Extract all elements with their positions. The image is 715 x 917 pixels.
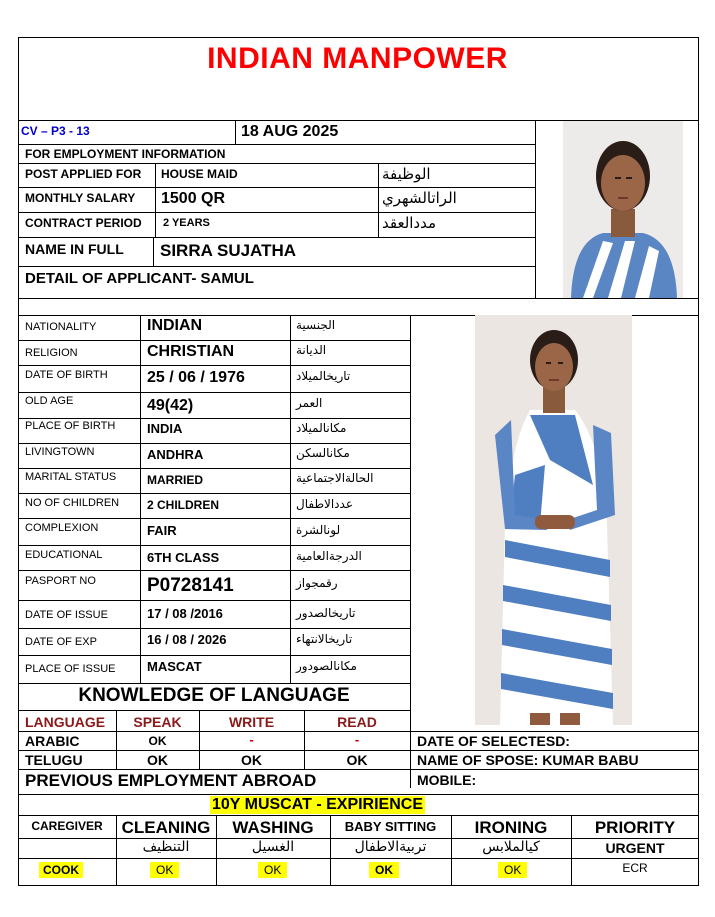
arabic-read: - <box>354 732 360 747</box>
salary-value: 1500 QR <box>161 190 226 207</box>
children-arabic: عددالاطفال <box>296 497 353 511</box>
dob-arabic: تاريخالميلاد <box>296 369 351 383</box>
nationality-arabic: الجنسية <box>296 318 336 332</box>
spouse-name: NAME OF SPOSE: KUMAR BABU <box>417 752 639 768</box>
employment-section-title: FOR EMPLOYMENT INFORMATION <box>25 147 226 161</box>
education-label: EDUCATIONAL <box>25 549 103 561</box>
place-of-issue-label: PLACE OF ISSUE <box>25 663 116 675</box>
name-label: NAME IN FULL <box>25 241 124 257</box>
caregiver-header: CAREGIVER <box>31 819 103 833</box>
experience-text: 10Y MUSCAT - EXPIRIENCE <box>212 796 424 813</box>
issue-date-value: 17 / 08 /2016 <box>147 606 223 621</box>
language-header: LANGUAGE <box>25 714 106 730</box>
washing-arabic: الغسيل <box>251 839 295 855</box>
marital-status-value: MARRIED <box>147 473 203 487</box>
telugu-speak: OK <box>147 752 168 768</box>
exp-date-label: DATE OF EXP <box>25 636 97 648</box>
post-label: POST APPLIED FOR <box>25 167 142 181</box>
marital-status-label: MARITAL STATUS <box>25 471 117 483</box>
place-of-issue-value: MASCAT <box>147 659 202 674</box>
applicant-headshot <box>563 121 683 298</box>
mobile: MOBILE: <box>417 772 477 788</box>
dob-value: 25 / 06 / 1976 <box>147 369 245 386</box>
complexion-label: COMPLEXION <box>25 522 99 534</box>
cv-date: 18 AUG 2025 <box>241 123 339 140</box>
cv-reference: CV – P3 - 13 <box>21 124 90 138</box>
ecr-value: ECR <box>622 861 648 875</box>
post-arabic: الوظيفة <box>382 165 431 183</box>
issue-date-label: DATE OF ISSUE <box>25 609 108 621</box>
ironing-arabic: كيالملابس <box>482 839 540 855</box>
telugu-write: OK <box>241 752 262 768</box>
children-value: 2 CHILDREN <box>147 498 220 512</box>
salary-arabic: الراتالشهري <box>382 189 457 207</box>
religion-value: CHRISTIAN <box>147 343 235 360</box>
contract-value: 2 YEARS <box>163 217 210 229</box>
nationality-value: INDIAN <box>147 317 203 334</box>
children-label: NO OF CHILDREN <box>25 497 120 509</box>
contract-label: CONTRACT PERIOD <box>25 216 142 230</box>
page-title: INDIAN MANPOWER <box>207 42 508 75</box>
baby-sitting-header: BABY SITTING <box>344 819 437 834</box>
education-arabic: الدرجةالعامية <box>296 549 362 563</box>
speak-header: SPEAK <box>133 714 182 730</box>
dob-label: DATE OF BIRTH <box>25 369 108 381</box>
passport-label: PASPORT NO <box>25 575 96 587</box>
language-section-title: KNOWLEDGE OF LANGUAGE <box>78 685 350 706</box>
issue-date-arabic: تاريخالصدور <box>296 606 356 620</box>
previous-employment-title: PREVIOUS EMPLOYMENT ABROAD <box>25 771 317 790</box>
age-label: OLD AGE <box>25 395 74 407</box>
name-value: SIRRA SUJATHA <box>160 241 297 260</box>
telugu-read: OK <box>346 752 368 768</box>
livingtown-label: LIVINGTOWN <box>25 446 95 458</box>
place-of-issue-arabic: مكانالصودور <box>296 659 357 673</box>
nationality-label: NATIONALITY <box>25 321 97 333</box>
priority-value: URGENT <box>605 840 665 856</box>
applicant-detail: DETAIL OF APPLICANT- SAMUL <box>25 270 254 287</box>
cleaning-value: OK <box>150 862 179 878</box>
applicant-full-photo <box>475 315 632 725</box>
marital-status-arabic: الحالةالاجتماعية <box>296 471 374 485</box>
age-value: 49(42) <box>147 397 194 414</box>
read-header: READ <box>337 714 377 730</box>
washing-header: WASHING <box>232 818 314 837</box>
write-header: WRITE <box>228 714 275 730</box>
passport-arabic: رقمجواز <box>296 576 338 590</box>
passport-value: P0728141 <box>147 575 234 596</box>
telugu-lang: TELUGU <box>25 752 83 768</box>
livingtown-value: ANDHRA <box>147 447 204 462</box>
date-selected: DATE OF SELECTESD: <box>417 733 570 749</box>
baby-sitting-value: OK <box>369 862 399 878</box>
priority-header: PRIORITY <box>594 818 676 837</box>
baby-sitting-arabic: تربيةالاطفال <box>354 839 427 855</box>
contract-arabic: مددالعقد <box>382 214 437 232</box>
washing-value: OK <box>258 862 287 878</box>
religion-arabic: الديانة <box>296 343 327 357</box>
arabic-write: - <box>249 732 254 747</box>
education-value: 6TH CLASS <box>147 550 220 565</box>
place-of-birth-value: INDIA <box>147 421 183 436</box>
cleaning-arabic: التنظيف <box>142 839 190 855</box>
age-arabic: العمر <box>296 396 323 410</box>
place-of-birth-label: PLACE OF BIRTH <box>25 420 116 432</box>
exp-date-arabic: تاريخالانتهاء <box>296 632 353 646</box>
salary-label: MONTHLY SALARY <box>25 191 136 205</box>
cleaning-header: CLEANING <box>121 818 211 837</box>
arabic-speak: OK <box>148 734 167 748</box>
religion-label: RELIGION <box>25 347 78 359</box>
ironing-header: IRONING <box>474 818 548 837</box>
arabic-lang: ARABIC <box>25 733 80 749</box>
complexion-arabic: لونالشرة <box>296 523 341 537</box>
caregiver-value: COOK <box>39 862 83 878</box>
place-of-birth-arabic: مكانالميلاد <box>296 421 347 435</box>
livingtown-arabic: مكانالسكن <box>296 446 350 460</box>
exp-date-value: 16 / 08 / 2026 <box>147 632 227 647</box>
complexion-value: FAIR <box>147 523 177 538</box>
ironing-value: OK <box>498 862 527 878</box>
post-value: HOUSE MAID <box>161 167 238 181</box>
